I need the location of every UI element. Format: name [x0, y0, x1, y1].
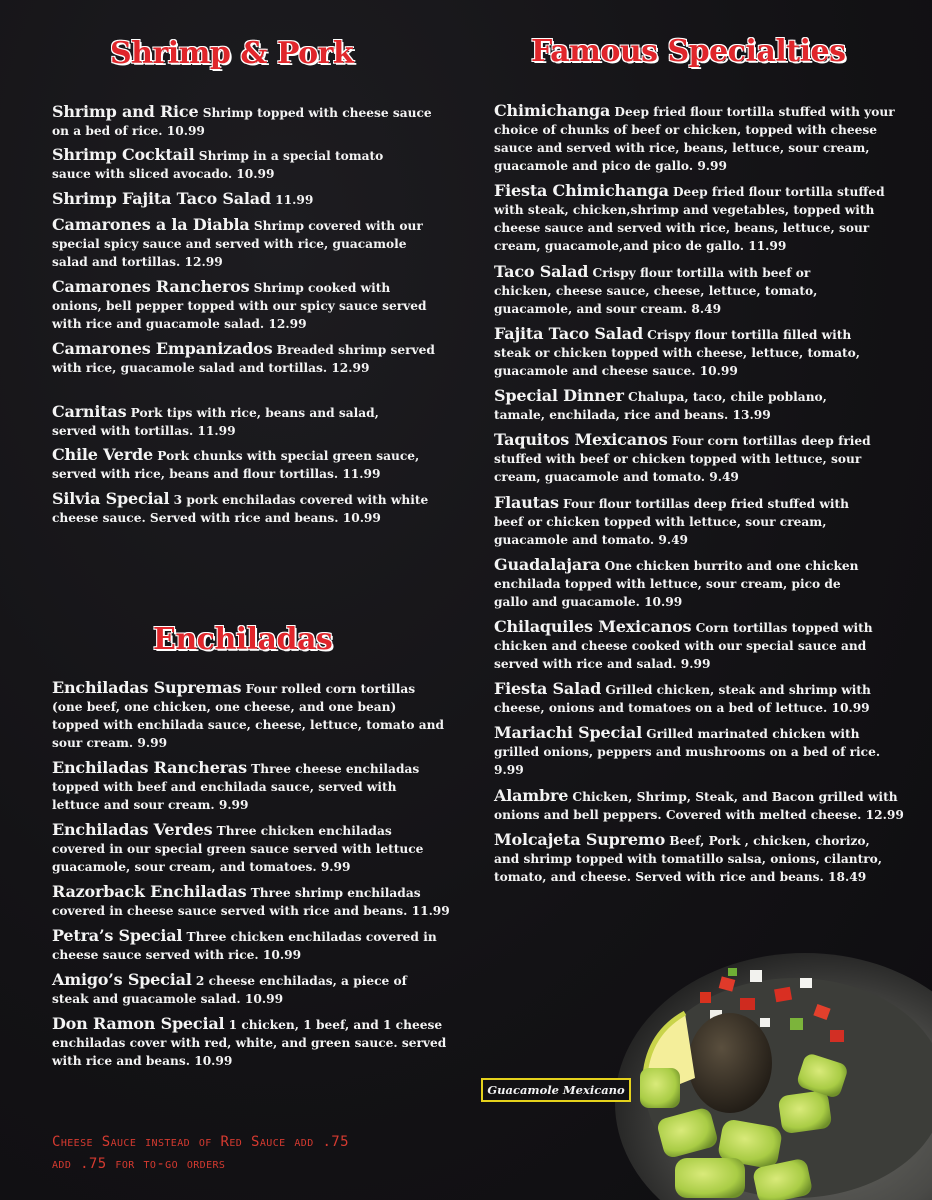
menu-item: Shrimp Fajita Taco Salad 11.99: [52, 189, 314, 208]
menu-item: Amigo’s Special 2 cheese enchiladas, a piece of steak and guacamole salad. 10.99: [52, 970, 407, 1006]
menu-item: Camarones a la Diabla Shrimp covered with our special spicy sauce and served with rice, guacamole salad and tortillas. 12.99: [52, 215, 423, 269]
menu-item: Silvia Special 3 pork enchiladas covered with white cheese sauce. Served with rice and beans. 10.99: [52, 489, 429, 525]
menu-item: Razorback Enchiladas Three shrimp enchiladas covered in cheese sauce served with rice and beans. 11.99: [52, 882, 450, 918]
section-title-enchiladas: Enchiladas: [153, 622, 333, 657]
note-to-go: add .75 for to-go orders: [52, 1156, 226, 1172]
menu-item: Molcajeta Supremo Beef, Pork , chicken, chorizo, and shrimp topped with tomatillo salsa, onions, cilantro, tomato, and cheese. Served with rice and beans. 18.49: [494, 830, 883, 884]
menu-item: Enchiladas Verdes Three chicken enchiladas covered in our special green sauce served with lettuce guacamole, sour cream, and tomatoes. 9.99: [52, 820, 424, 874]
menu-item: Alambre Chicken, Shrimp, Steak, and Bacon grilled with onions and bell peppers. Covered with melted cheese. 12.99: [494, 786, 904, 822]
menu-item: Enchiladas Rancheras Three cheese enchiladas topped with beef and enchilada sauce, served with lettuce and sour cream. 9.99: [52, 758, 420, 812]
section-title-shrimp-pork: Shrimp & Pork: [110, 36, 354, 71]
menu-item: Chile Verde Pork chunks with special green sauce, served with rice, beans and flour tortillas. 11.99: [52, 445, 420, 481]
menu-item: Chilaquiles Mexicanos Corn tortillas topped with chicken and cheese cooked with our special sauce and served with rice and salad. 9.99: [494, 617, 873, 671]
section-title-famous-specialties: Famous Specialties: [531, 34, 846, 69]
photo-caption: Guacamole Mexicano: [481, 1078, 631, 1102]
menu-item: Don Ramon Special 1 chicken, 1 beef, and 1 cheese enchiladas cover with red, white, and green sauce. served with rice and beans. 10.99: [52, 1014, 447, 1068]
menu-item: Camarones Rancheros Shrimp cooked with onions, bell pepper topped with our spicy sauce served with rice and guacamole salad. 12.99: [52, 277, 427, 331]
menu-item: Taquitos Mexicanos Four corn tortillas deep fried stuffed with beef or chicken topped with lettuce, sour cream, guacamole and tomato. 9.49: [494, 430, 871, 484]
menu-item: Fajita Taco Salad Crispy flour tortilla filled with steak or chicken topped with cheese, lettuce, tomato, guacamole and cheese sauce. 10.99: [494, 324, 861, 378]
menu-item: Enchiladas Supremas Four rolled corn tortillas (one beef, one chicken, one cheese, and one bean) topped with enchilada sauce, cheese, lettuce, tomato and sour cream. 9.99: [52, 678, 445, 750]
menu-item: Fiesta Salad Grilled chicken, steak and shrimp with cheese, onions and tomatoes on a bed of lettuce. 10.99: [494, 679, 871, 715]
guacamole-photo: [600, 918, 932, 1200]
note-cheese-sauce: Cheese Sauce instead of Red Sauce add .75: [52, 1134, 349, 1150]
menu-item: Fiesta Chimichanga Deep fried flour tortilla stuffed with steak, chicken,shrimp and vegetables, topped with cheese sauce and served with rice, beans, lettuce, sour cream, guacamole,and pico de gallo. 11.99: [494, 181, 885, 253]
menu-item: Shrimp and Rice Shrimp topped with cheese sauce on a bed of rice. 10.99: [52, 102, 432, 138]
menu-item: Taco Salad Crispy flour tortilla with beef or chicken, cheese sauce, cheese, lettuce, tomato, guacamole, and sour cream. 8.49: [494, 262, 818, 316]
menu-item: Petra’s Special Three chicken enchiladas covered in cheese sauce served with rice. 10.99: [52, 926, 437, 962]
menu-item: Camarones Empanizados Breaded shrimp served with rice, guacamole salad and tortillas. 12.99: [52, 339, 435, 375]
menu-item: Guadalajara One chicken burrito and one chicken enchilada topped with lettuce, sour cream, pico de gallo and guacamole. 10.99: [494, 555, 859, 609]
menu-item: Mariachi Special Grilled marinated chicken with grilled onions, peppers and mushrooms on a bed of rice. 9.99: [494, 723, 881, 777]
menu-item: Flautas Four flour tortillas deep fried stuffed with beef or chicken topped with lettuce, sour cream, guacamole and tomato. 9.49: [494, 493, 850, 547]
menu-item: Special Dinner Chalupa, taco, chile poblano, tamale, enchilada, rice and beans. 13.99: [494, 386, 827, 422]
menu-item: Chimichanga Deep fried flour tortilla stuffed with your choice of chunks of beef or chicken, topped with cheese sauce and served with rice, beans, lettuce, sour cream, guacamole and pico de gallo. 9.99: [494, 101, 895, 173]
menu-item: Shrimp Cocktail Shrimp in a special tomato sauce with sliced avocado. 10.99: [52, 145, 384, 181]
menu-item: Carnitas Pork tips with rice, beans and salad, served with tortillas. 11.99: [52, 402, 379, 438]
